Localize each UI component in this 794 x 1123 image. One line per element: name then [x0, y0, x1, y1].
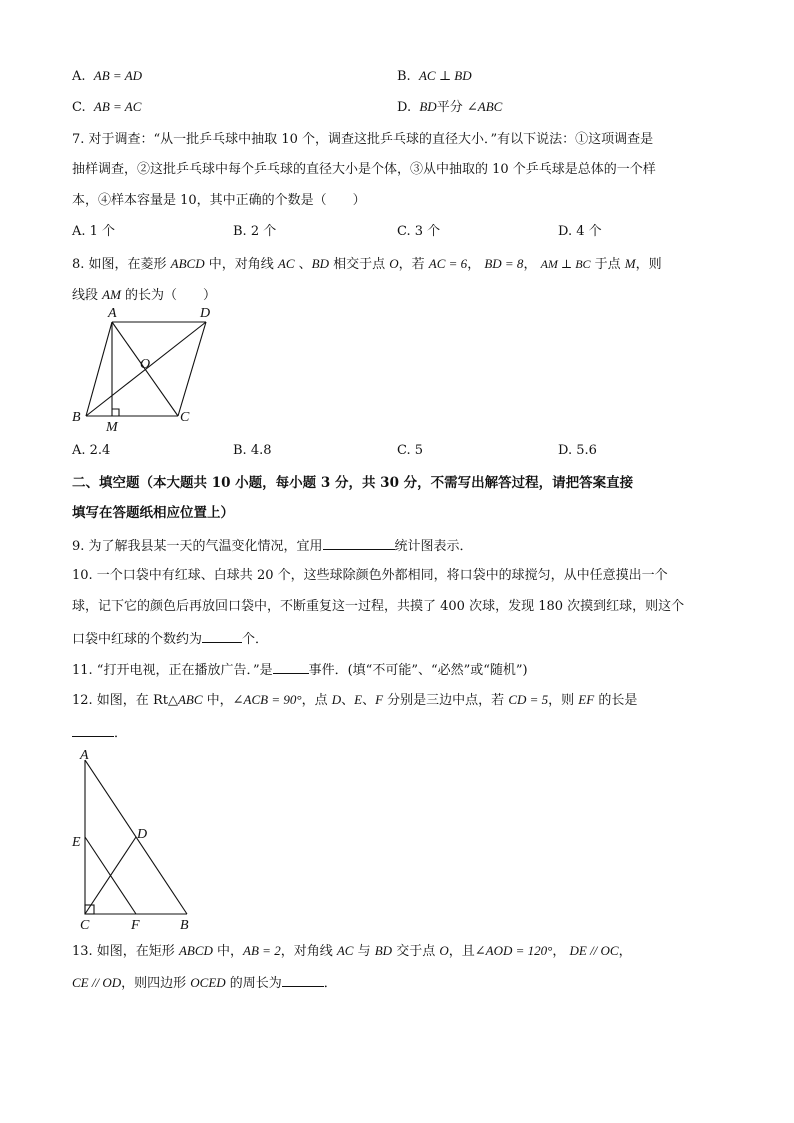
text: 9. 为了解我县某一天的气温变化情况，宜用	[72, 539, 323, 554]
right-triangle-figure	[66, 746, 202, 932]
math: BD	[311, 256, 329, 271]
label-m: M	[106, 420, 118, 434]
text: ，	[618, 944, 632, 959]
math: F	[375, 692, 384, 707]
q7-option-b: B. 2 个	[233, 224, 277, 239]
side-dc	[178, 322, 206, 416]
option-expr: BD	[419, 99, 437, 114]
q8-line-2	[72, 285, 216, 306]
text: ，则	[548, 693, 579, 708]
text: 的长为（ ）	[120, 288, 217, 303]
math: BD = 8	[484, 256, 524, 271]
math: ∠AOD = 120°	[474, 943, 553, 958]
label-b: B	[180, 918, 189, 932]
label-c: C	[80, 918, 90, 932]
q8-option-a: A. 2.4	[72, 443, 111, 458]
option-expr: ∠ABC	[466, 99, 503, 114]
q10-line-2: 球，记下它的颜色后再放回口袋中，不断重复这一过程，共摸了 400 次球，发现 180 次摸到红球，则这个	[72, 599, 685, 614]
option-expr: AB = AC	[93, 99, 142, 114]
text: 交于点	[392, 944, 440, 959]
q8-line-1	[72, 254, 662, 275]
q8-option-d: D. 5.6	[558, 443, 597, 458]
text: ，对角线	[280, 944, 337, 959]
q7-option-d: D. 4 个	[558, 224, 602, 239]
option-expr: AC ⊥ BD	[418, 68, 472, 83]
option-expr: AB = AD	[93, 68, 143, 83]
q10-line-3	[72, 628, 268, 650]
text: ，	[552, 944, 570, 959]
q6-option-c	[72, 97, 141, 118]
text: 于点	[590, 257, 625, 272]
math: ABC	[177, 692, 203, 707]
rhombus-figure	[66, 306, 226, 434]
label-d: D	[200, 306, 211, 321]
text: 11. “打开电视，正在播放广告．”是	[72, 663, 273, 678]
q7-option-a: A. 1 个	[72, 224, 116, 239]
q13-line-2	[72, 972, 337, 994]
label-b: B	[72, 410, 81, 425]
text: 12. 如图，在 Rt△	[72, 693, 178, 708]
text: 统计图表示．	[394, 539, 473, 554]
text: ，	[467, 257, 485, 272]
option-label: A.	[72, 69, 86, 84]
q6-option-a	[72, 66, 142, 87]
math: AC	[277, 256, 295, 271]
math: AC	[336, 943, 354, 958]
math: ∠ACB = 90°	[232, 692, 302, 707]
section-2-heading-line-1: 二、填空题（本大题共 10 小题，每小题 3 分，共 30 分，不需写出解答过程，请把答案直接	[72, 475, 634, 491]
text: ，且	[448, 944, 475, 959]
math: AB = 2	[243, 943, 281, 958]
text: ，则	[635, 257, 662, 272]
q12-line-2	[72, 722, 127, 744]
q9-line	[72, 535, 473, 557]
text: ．	[323, 976, 337, 991]
option-text: 平分	[436, 100, 463, 115]
text: 线段	[72, 288, 103, 303]
q7-line-3: 本，④样本容量是 10，其中正确的个数是（ ）	[72, 193, 366, 208]
q6-option-b	[397, 66, 472, 87]
q7-line-1: 7. 对于调查：“从一批乒乓球中抽取 10 个，调查这批乒乓球的直径大小．”有以下说法：①这项调查是	[72, 132, 654, 147]
label-f: F	[131, 918, 140, 932]
text: ，点	[301, 693, 332, 708]
answer-blank[interactable]	[323, 535, 395, 550]
label-d: D	[137, 827, 148, 842]
math: AM	[102, 287, 121, 302]
text: 中，	[202, 693, 233, 708]
text: 、	[362, 693, 376, 708]
math: EF	[578, 692, 595, 707]
math: AM ⊥ BC	[540, 257, 591, 271]
math: M	[624, 256, 636, 271]
q11-line	[72, 659, 528, 681]
option-label: B.	[397, 69, 411, 84]
math: CD = 5	[508, 692, 549, 707]
text: 事件．(填“不可能”、“必然”或“随机”)	[308, 663, 528, 678]
math: DE // OC	[569, 943, 619, 958]
text: 的长是	[594, 693, 638, 708]
text: 8. 如图，在菱形	[72, 257, 171, 272]
answer-blank[interactable]	[273, 659, 309, 674]
math: OCED	[190, 975, 226, 990]
text: 、	[341, 693, 355, 708]
q10-line-1: 10. 一个口袋中有红球、白球共 20 个，这些球除颜色外都相同，将口袋中的球搅匀，从中任意摸出一个	[72, 568, 668, 583]
q8-option-b: B. 4.8	[233, 443, 272, 458]
math: O	[439, 943, 449, 958]
text: ．	[114, 726, 128, 741]
text: 个．	[242, 632, 269, 647]
math: ABCD	[170, 256, 205, 271]
q7-line-2: 抽样调查，②这批乒乓球中每个乒乓球的直径大小是个体，③从中抽取的 10 个乒乓球是总体的一个样	[72, 162, 656, 177]
q13-line-1	[72, 941, 632, 962]
math: E	[354, 692, 363, 707]
math: AC = 6	[428, 256, 468, 271]
text: 、	[294, 257, 312, 272]
math: ABCD	[178, 943, 213, 958]
text: 分别是三边中点，若	[383, 693, 509, 708]
math: CE // OD	[72, 975, 122, 990]
text: 中，对角线	[204, 257, 278, 272]
label-c: C	[180, 410, 190, 425]
math: O	[389, 256, 399, 271]
right-angle-mark	[112, 409, 119, 416]
text: 口袋中红球的个数约为	[72, 632, 203, 647]
answer-blank[interactable]	[72, 722, 114, 737]
text: 13. 如图，在矩形	[72, 944, 179, 959]
text: 中，	[212, 944, 244, 959]
q8-option-c: C. 5	[397, 443, 424, 458]
q12-line-1	[72, 690, 637, 711]
label-a: A	[80, 748, 89, 763]
section-2-heading-line-2: 填写在答题纸相应位置上）	[72, 505, 234, 521]
label-e: E	[72, 835, 81, 850]
math: D	[331, 692, 342, 707]
math: BD	[374, 943, 393, 958]
label-a: A	[108, 306, 117, 321]
text: ，则四边形	[121, 976, 191, 991]
text: 相交于点	[329, 257, 390, 272]
answer-blank[interactable]	[282, 972, 324, 987]
text: 与	[353, 944, 375, 959]
text: ，若	[398, 257, 429, 272]
option-label: C.	[72, 100, 86, 115]
label-o: O	[140, 357, 151, 372]
q6-option-d	[397, 97, 502, 118]
text: 的周长为	[225, 976, 282, 991]
side-ab	[86, 322, 112, 416]
answer-blank[interactable]	[202, 628, 242, 643]
text: ，	[523, 257, 541, 272]
option-label: D.	[397, 100, 412, 115]
q7-option-c: C. 3 个	[397, 224, 441, 239]
